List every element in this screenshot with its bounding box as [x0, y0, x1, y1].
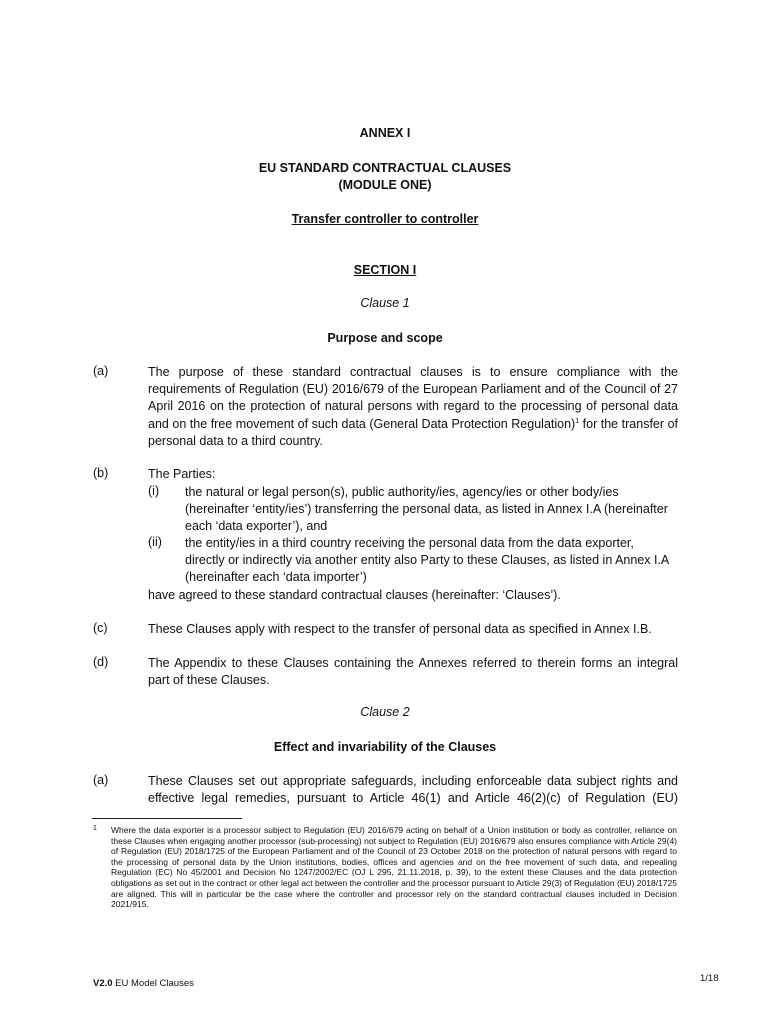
page-number: 1/18	[700, 973, 719, 984]
clause-1-b-ii-text: the entity/ies in a third country receiving the personal data from the data exporter, directly or indirectly via another entity also Party to these Clauses, as listed in Annex I.A (hereinafter each ‘data importer’)	[185, 536, 669, 585]
footer-doc-name: EU Model Clauses	[112, 978, 194, 989]
clause-1-a-body-end: for the transfer of personal data to a third country.	[148, 416, 678, 448]
section-heading: SECTION I	[353, 263, 417, 277]
footnote-number: 1	[93, 825, 97, 832]
clause-1-b-label: (b)	[93, 466, 109, 480]
footer-doc-info	[93, 978, 194, 989]
subtitle-wrap	[0, 212, 770, 226]
section-wrap	[0, 263, 770, 277]
document-subtitle: Transfer controller to controller	[291, 212, 479, 226]
clause-1-a-text	[148, 364, 678, 450]
annex-title: ANNEX I	[359, 126, 411, 140]
clause-1-d-text: The Appendix to these Clauses containing the Annexes referred to therein forms an integral part of these Clauses.	[148, 656, 678, 688]
clause-1-label: Clause 1	[360, 296, 410, 310]
footnote-separator	[92, 818, 242, 819]
clause-1-a-label: (a)	[93, 364, 109, 378]
clause-1-d-label: (d)	[93, 655, 109, 669]
clause-1-b-i-text: the natural or legal person(s), public authority/ies, agency/ies or other body/ies (hereinafter ‘entity/ies’) transferring the personal data, as listed in Annex I.A (hereinafter each ‘data exporter’), and	[185, 485, 668, 534]
clause-1-c-label: (c)	[93, 621, 108, 635]
clause-1-b-i-label: (i)	[148, 484, 160, 498]
footnote-text: Where the data exporter is a processor subject to Regulation (EU) 2016/679 acting on behalf of a Union institution or body as controller, reliance on these Clauses when engaging another processor (sub-processing) not subject to Regulation (EU) 2016/679 also ensures compliance with Article 29(4) of Regulation (EU) 2018/1725 of the European Parliament and of the Council of 23 October 2018 on the protection of natural persons with regard to the processing of personal data by the Union institutions, bodies, offices and agencies and on the free movement of such data, and repealing Regulation (EC) No 45/2001 and Decision No 1247/2002/EC (OJ L 295, 21.11.2018, p. 39), to the extent these Clauses and the data protection obligations as set out in the contract or other legal act between the controller and the processor pursuant to Article 29(3) of Regulation (EU) 2018/1725 are aligned. This will in particular be the case where the controller and processor rely on the standard contractual clauses included in Decision 2021/915.	[111, 825, 677, 910]
clause-1-b-intro: The Parties:	[148, 467, 216, 481]
footnote-ref: 1	[575, 417, 580, 425]
document-title: EU STANDARD CONTRACTUAL CLAUSES	[258, 161, 512, 175]
clause-1-heading: Purpose and scope	[327, 331, 443, 345]
module-label: (MODULE ONE)	[338, 178, 432, 192]
clause-1-b-outro: have agreed to these standard contractual clauses (hereinafter: ‘Clauses’).	[148, 588, 561, 602]
clause-2-heading: Effect and invariability of the Clauses	[273, 740, 497, 754]
clause-2-label: Clause 2	[360, 705, 410, 719]
clause-1-b-ii-label: (ii)	[148, 535, 162, 549]
clause-2-a-text: These Clauses set out appropriate safeguards, including enforceable data subject rights and effective legal remedies, pursuant to Article 46(1) and Article 46(2)(c) of Regulation (EU)	[148, 774, 678, 806]
clause-1-c-text: These Clauses apply with respect to the transfer of personal data as specified in Annex I.B.	[148, 622, 652, 636]
clause-2-a-label: (a)	[93, 773, 109, 787]
clause-1-a-body: The purpose of these standard contractual clauses is to ensure compliance with the requirements of Regulation (EU) 2016/679 of the European Parliament and of the Council of 27 April 2016 on the protection of natural persons with regard to the processing of personal data and on the free movement of such data (General Data Protection Regulation)	[148, 365, 678, 431]
footer-version: V2.0	[93, 978, 113, 989]
